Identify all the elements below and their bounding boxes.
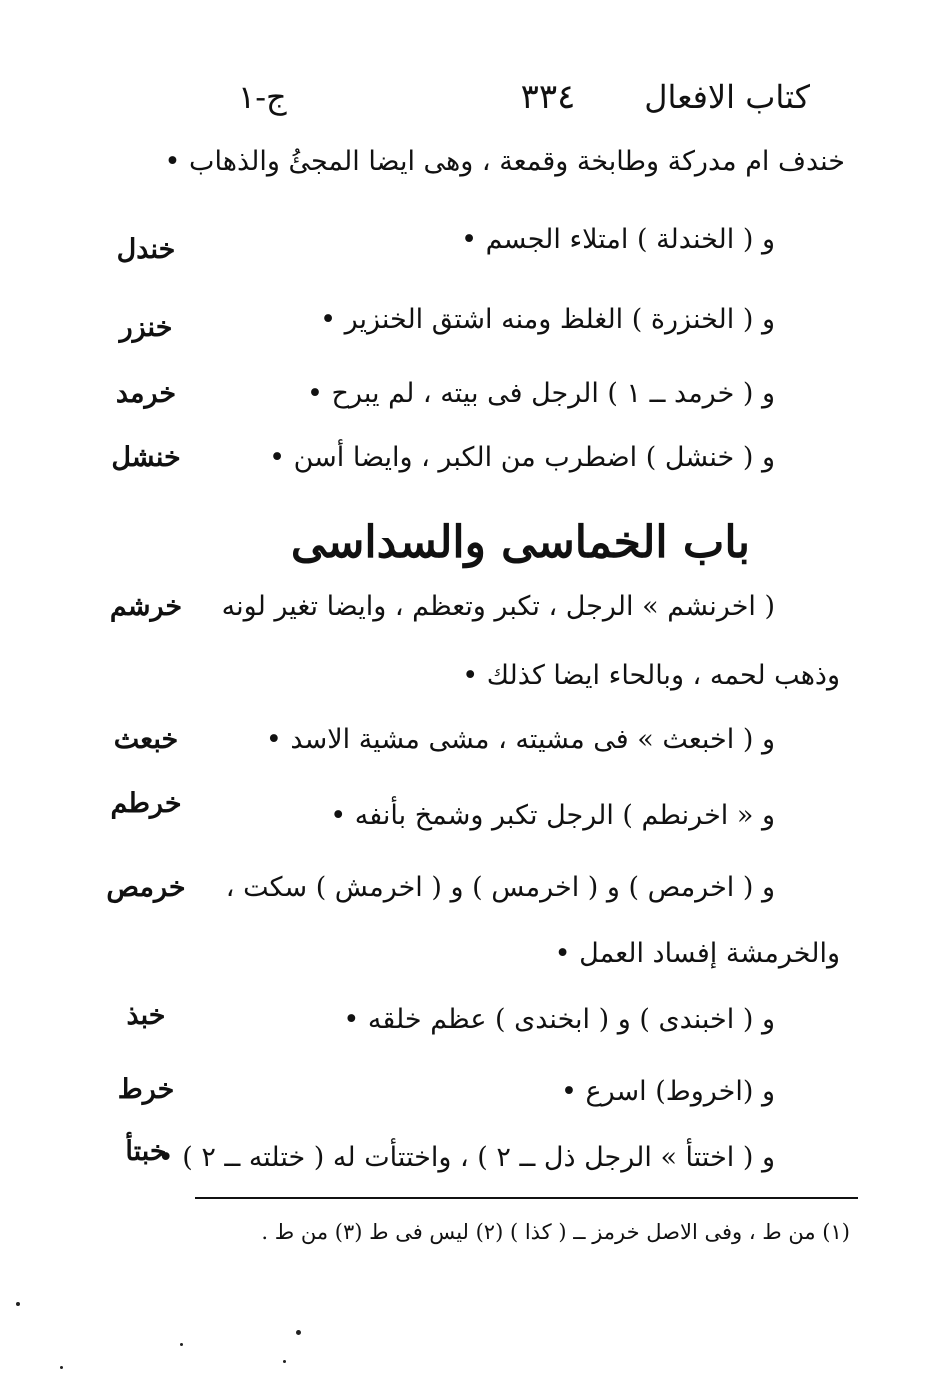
entry-line: و ( اخرمص ) و ( اخرمس ) و ( اخرمش ) سكت ،: [225, 872, 775, 903]
text-line: خندف ام مدركة وطابخة وقمعة ، وهى ايضا المجئُ والذهاب •: [164, 146, 845, 177]
scan-speck: [60, 1366, 63, 1369]
entry-line: و ( الخندلة ) امتلاء الجسم •: [461, 224, 775, 255]
entry-line: و (اخروط) اسرع •: [560, 1076, 775, 1107]
root-word: خنزر: [119, 312, 173, 343]
root-word: خندل: [116, 234, 176, 265]
root-word: خرطم: [110, 788, 182, 819]
scan-speck: [16, 1302, 20, 1306]
root-word: خبعث: [113, 724, 179, 755]
footnote-rule: [195, 1197, 858, 1199]
volume-label: ج-١: [238, 78, 287, 116]
root-word: خرمص: [106, 872, 186, 903]
page-number: ٣٣٤: [520, 77, 576, 117]
section-heading: باب الخماسى والسداسى: [290, 517, 750, 568]
scan-speck: [180, 1343, 183, 1346]
entry-line: ( اخرنشم » الرجل ، تكبر وتعظم ، وايضا تغير لونه: [221, 591, 775, 622]
root-word: خبتأ: [125, 1136, 167, 1167]
entry-line: و ( اختتأ » الرجل ذل ــ ٢ ) ، واختتأت له ( ختلته ــ ٢ ) •: [157, 1142, 775, 1173]
entry-line: و ( خنشل ) اضطرب من الكبر ، وايضا أسن •: [269, 442, 775, 473]
root-word: خرمد: [115, 378, 177, 409]
root-word: خرط: [117, 1074, 175, 1105]
scan-speck: [296, 1330, 301, 1335]
footnote: (١) من ط ، وفى الاصل خرمز ــ ( كذا ) (٢) ليس فى ط (٣) من ط .: [261, 1220, 850, 1244]
root-word: خرشم: [109, 591, 183, 622]
entry-line: و ( اخبعث » فى مشيته ، مشى مشية الاسد •: [265, 724, 775, 755]
continuation-line: والخرمشة إفساد العمل •: [554, 938, 840, 969]
entry-line: و ( خرمد ــ ١ ) الرجل فى بيته ، لم يبرح •: [307, 378, 775, 409]
entry-line: و « اخرنطم ) الرجل تكبر وشمخ بأنفه •: [330, 800, 775, 831]
continuation-line: وذهب لحمه ، وبالحاء ايضا كذلك •: [462, 660, 840, 691]
root-word: خنشل: [111, 442, 181, 473]
entry-line: و ( الخنزرة ) الغلظ ومنه اشتق الخنزير •: [320, 304, 775, 335]
root-word: خبذ: [126, 1000, 166, 1031]
running-title: كتاب الافعال: [644, 78, 810, 116]
entry-line: و ( اخبندى ) و ( ابخندى ) عظم خلقه •: [343, 1004, 775, 1035]
scan-speck: [283, 1360, 286, 1363]
